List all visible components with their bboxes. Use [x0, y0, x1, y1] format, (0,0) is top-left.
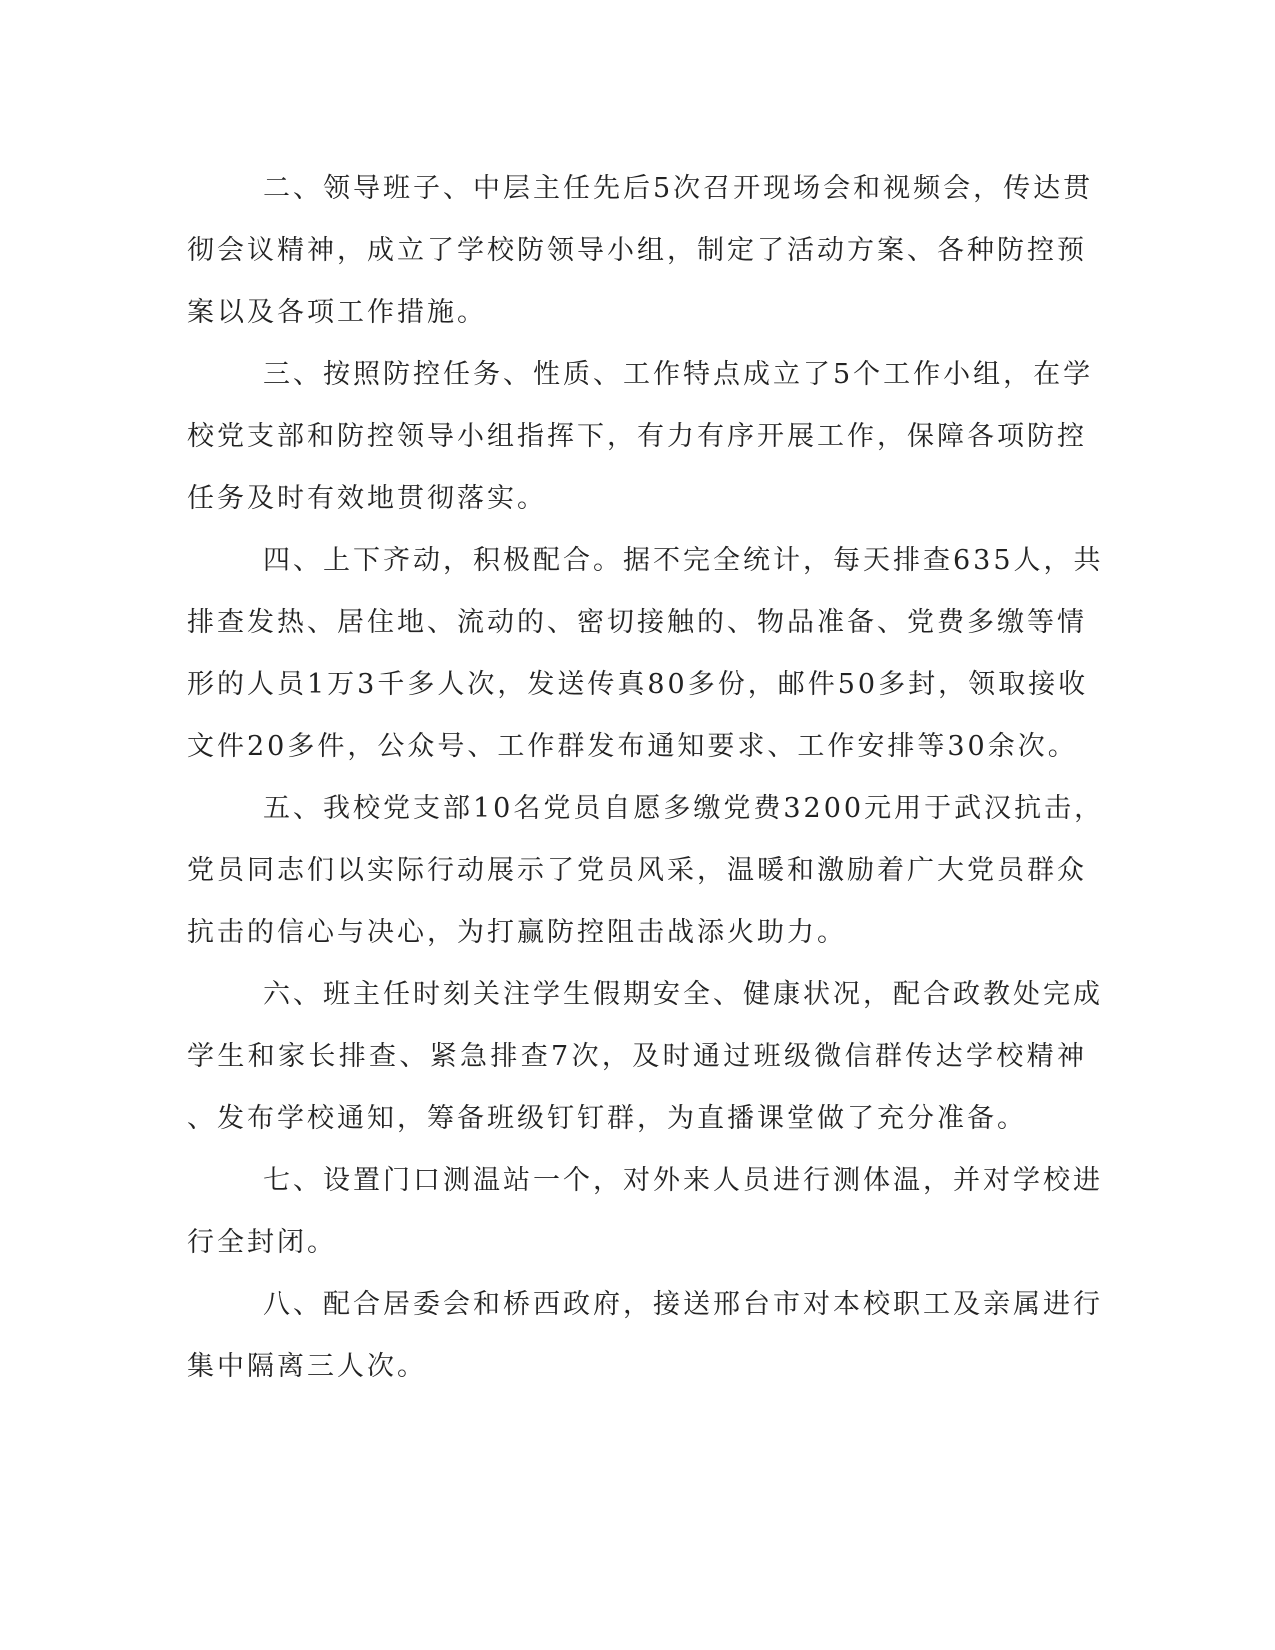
text-line: 集中隔离三人次。 [187, 1351, 427, 1382]
text-line: 党员同志们以实际行动展示了党员风采，温暖和激励着广大党员群众 [187, 855, 1087, 886]
document-body [187, 158, 1105, 1398]
paragraph-6 [187, 964, 1103, 1150]
text-line: 案以及各项工作措施。 [187, 297, 487, 328]
text-line: 任务及时有效地贯彻落实。 [187, 483, 547, 514]
text-line: 彻会议精神，成立了学校防领导小组，制定了活动方案、各种防控预 [187, 235, 1087, 266]
paragraph-2 [187, 158, 1094, 344]
text-line: 八、配合居委会和桥西政府，接送邢台市对本校职工及亲属进行 [263, 1289, 1103, 1320]
text-line: 五、我校党支部10名党员自愿多缴党费3200元用于武汉抗击， [263, 793, 1105, 824]
text-line: 七、设置门口测温站一个，对外来人员进行测体温，并对学校进 [263, 1165, 1103, 1196]
text-line: 二、领导班子、中层主任先后5次召开现场会和视频会，传达贯 [263, 173, 1094, 204]
paragraph-7 [187, 1150, 1103, 1274]
text-line: 校党支部和防控领导小组指挥下，有力有序开展工作，保障各项防控 [187, 421, 1087, 452]
text-line: 形的人员1万3千多人次，发送传真80多份，邮件50多封，领取接收 [187, 669, 1089, 700]
text-line: 四、上下齐动，积极配合。据不完全统计，每天排查635人，共 [263, 545, 1104, 576]
text-line: 文件20多件，公众号、工作群发布通知要求、工作安排等30余次。 [187, 731, 1078, 762]
text-line: 行全封闭。 [187, 1227, 337, 1258]
text-line: 排查发热、居住地、流动的、密切接触的、物品准备、党费多缴等情 [187, 607, 1087, 638]
paragraph-8 [187, 1274, 1103, 1398]
text-line: 、发布学校通知，筹备班级钉钉群，为直播课堂做了充分准备。 [187, 1103, 1027, 1134]
text-line: 六、班主任时刻关注学生假期安全、健康状况，配合政教处完成 [263, 979, 1103, 1010]
paragraph-3 [187, 344, 1094, 530]
text-line: 抗击的信心与决心，为打赢防控阻击战添火助力。 [187, 917, 847, 948]
text-line: 学生和家长排查、紧急排查7次，及时通过班级微信群传达学校精神 [187, 1041, 1087, 1072]
text-line: 三、按照防控任务、性质、工作特点成立了5个工作小组，在学 [263, 359, 1094, 390]
paragraph-5 [187, 778, 1105, 964]
paragraph-4 [187, 530, 1104, 778]
